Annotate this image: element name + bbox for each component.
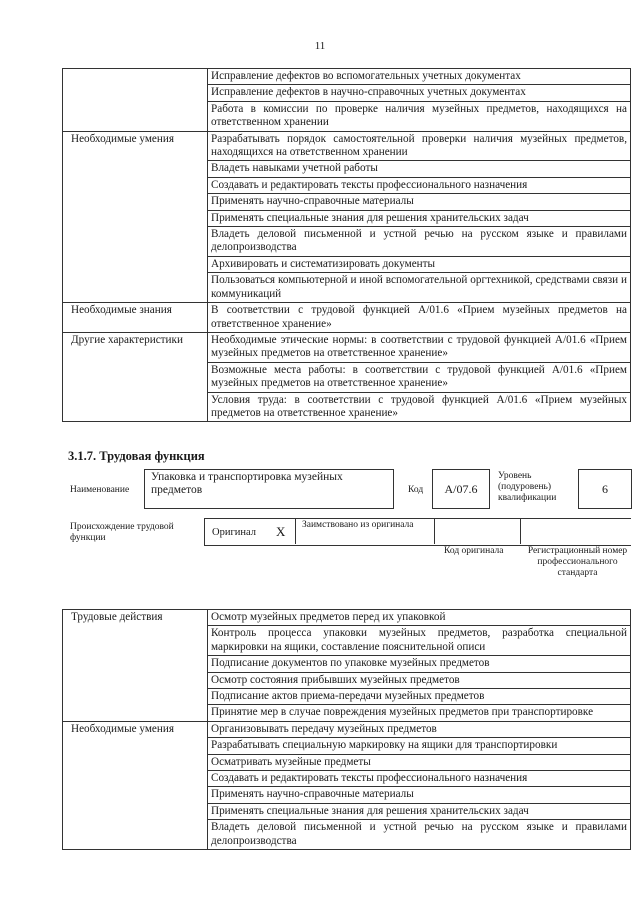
row-item: Работа в комиссии по проверке наличия музейных предметов, находящихся на ответственном хранении xyxy=(208,101,631,131)
table-2-body xyxy=(63,610,631,850)
row-item: Осмотр музейных предметов перед их упаковкой xyxy=(208,610,631,626)
row-item: Контроль процесса упаковки музейных предметов, разработка специальной маркировки на ящики, составление пояснительной описи xyxy=(208,626,631,656)
row-item: Создавать и редактировать тексты профессионального назначения xyxy=(208,771,631,787)
level-value: 6 xyxy=(578,469,632,509)
section-title: 3.1.7. Трудовая функция xyxy=(68,449,205,463)
code-label: Код xyxy=(408,485,424,495)
row-label xyxy=(63,69,208,132)
row-item: Разрабатывать порядок самостоятельной проверки наличия музейных предметов, находящихся на ответственном хранении xyxy=(208,131,631,161)
row-item: Владеть навыками учетной работы xyxy=(208,161,631,177)
requirements-table-1 xyxy=(62,68,631,422)
row-label: Необходимые знания xyxy=(63,303,208,333)
table-1-body xyxy=(63,69,631,422)
row-item: Применять научно-справочные материалы xyxy=(208,787,631,803)
name-value-box xyxy=(144,469,394,509)
row-label: Трудовые действия xyxy=(63,610,208,722)
row-item: Необходимые этические нормы: в соответствии с трудовой функцией А/01.6 «Прием музейных предметов на ответственное хранение» xyxy=(208,332,631,362)
row-item: Владеть деловой письменной и устной речью на русском языке и правилами делопроизводства xyxy=(208,820,631,850)
table-row xyxy=(63,332,631,362)
row-item: В соответствии с трудовой функцией А/01.6 «Прием музейных предметов на ответственное хранение» xyxy=(208,303,631,333)
name-label: Наименование xyxy=(70,485,130,495)
row-item: Применять специальные знания для решения хранительских задач xyxy=(208,210,631,226)
name-value: Упаковка и транспортировка музейных предметов xyxy=(151,471,343,496)
level-label: Уровень (подуровень) квалификации xyxy=(498,471,557,503)
divider xyxy=(295,518,296,544)
requirements-table-2 xyxy=(62,609,631,850)
row-item: Подписание актов приема-передачи музейных предметов xyxy=(208,689,631,705)
row-item: Архивировать и систематизировать документы xyxy=(208,256,631,272)
row-label: Необходимые умения xyxy=(63,131,208,302)
row-item: Пользоваться компьютерной и иной вспомогательной оргтехникой, средствами связи и коммуникаций xyxy=(208,273,631,303)
row-label: Необходимые умения xyxy=(63,721,208,849)
code-original-label: Код оригинала xyxy=(444,546,504,556)
row-item: Применять научно-справочные материалы xyxy=(208,194,631,210)
table-row xyxy=(63,131,631,161)
table-row xyxy=(63,69,631,85)
row-item: Организовывать передачу музейных предметов xyxy=(208,721,631,737)
row-item: Возможные места работы: в соответствии с трудовой функцией А/01.6 «Прием музейных предметов на ответственное хранение» xyxy=(208,362,631,392)
row-item: Принятие мер в случае повреждения музейных предметов при транспортировке xyxy=(208,705,631,721)
divider xyxy=(434,518,435,544)
row-item: Владеть деловой письменной и устной речью на русском языке и правилами делопроизводства xyxy=(208,227,631,257)
row-item: Исправление дефектов во вспомогательных учетных документах xyxy=(208,69,631,85)
row-label: Другие характеристики xyxy=(63,332,208,421)
divider xyxy=(520,518,521,544)
row-item: Осмотр состояния прибывших музейных предметов xyxy=(208,672,631,688)
reg-number-label: Регистрационный номер профессионального стандарта xyxy=(527,546,628,578)
table-row xyxy=(63,721,631,737)
code-value: А/07.6 xyxy=(432,469,490,509)
row-item: Разрабатывать специальную маркировку на ящики для транспортировки xyxy=(208,738,631,754)
row-item: Применять специальные знания для решения хранительских задач xyxy=(208,803,631,819)
row-item: Осматривать музейные предметы xyxy=(208,754,631,770)
original-mark: X xyxy=(276,524,286,539)
row-item: Исправление дефектов в научно-справочных учетных документах xyxy=(208,85,631,101)
row-item: Подписание документов по упаковке музейных предметов xyxy=(208,656,631,672)
row-item: Условия труда: в соответствии с трудовой функцией А/01.6 «Прием музейных предметов на ответственное хранение» xyxy=(208,392,631,422)
table-row xyxy=(63,610,631,626)
page-number: 11 xyxy=(314,40,326,52)
original-label: Оригинал xyxy=(212,527,256,538)
origin-label: Происхождение трудовой функции xyxy=(70,522,174,543)
row-item: Создавать и редактировать тексты профессионального назначения xyxy=(208,177,631,193)
table-row xyxy=(63,303,631,333)
borrowed-label: Заимствовано из оригинала xyxy=(302,520,414,530)
